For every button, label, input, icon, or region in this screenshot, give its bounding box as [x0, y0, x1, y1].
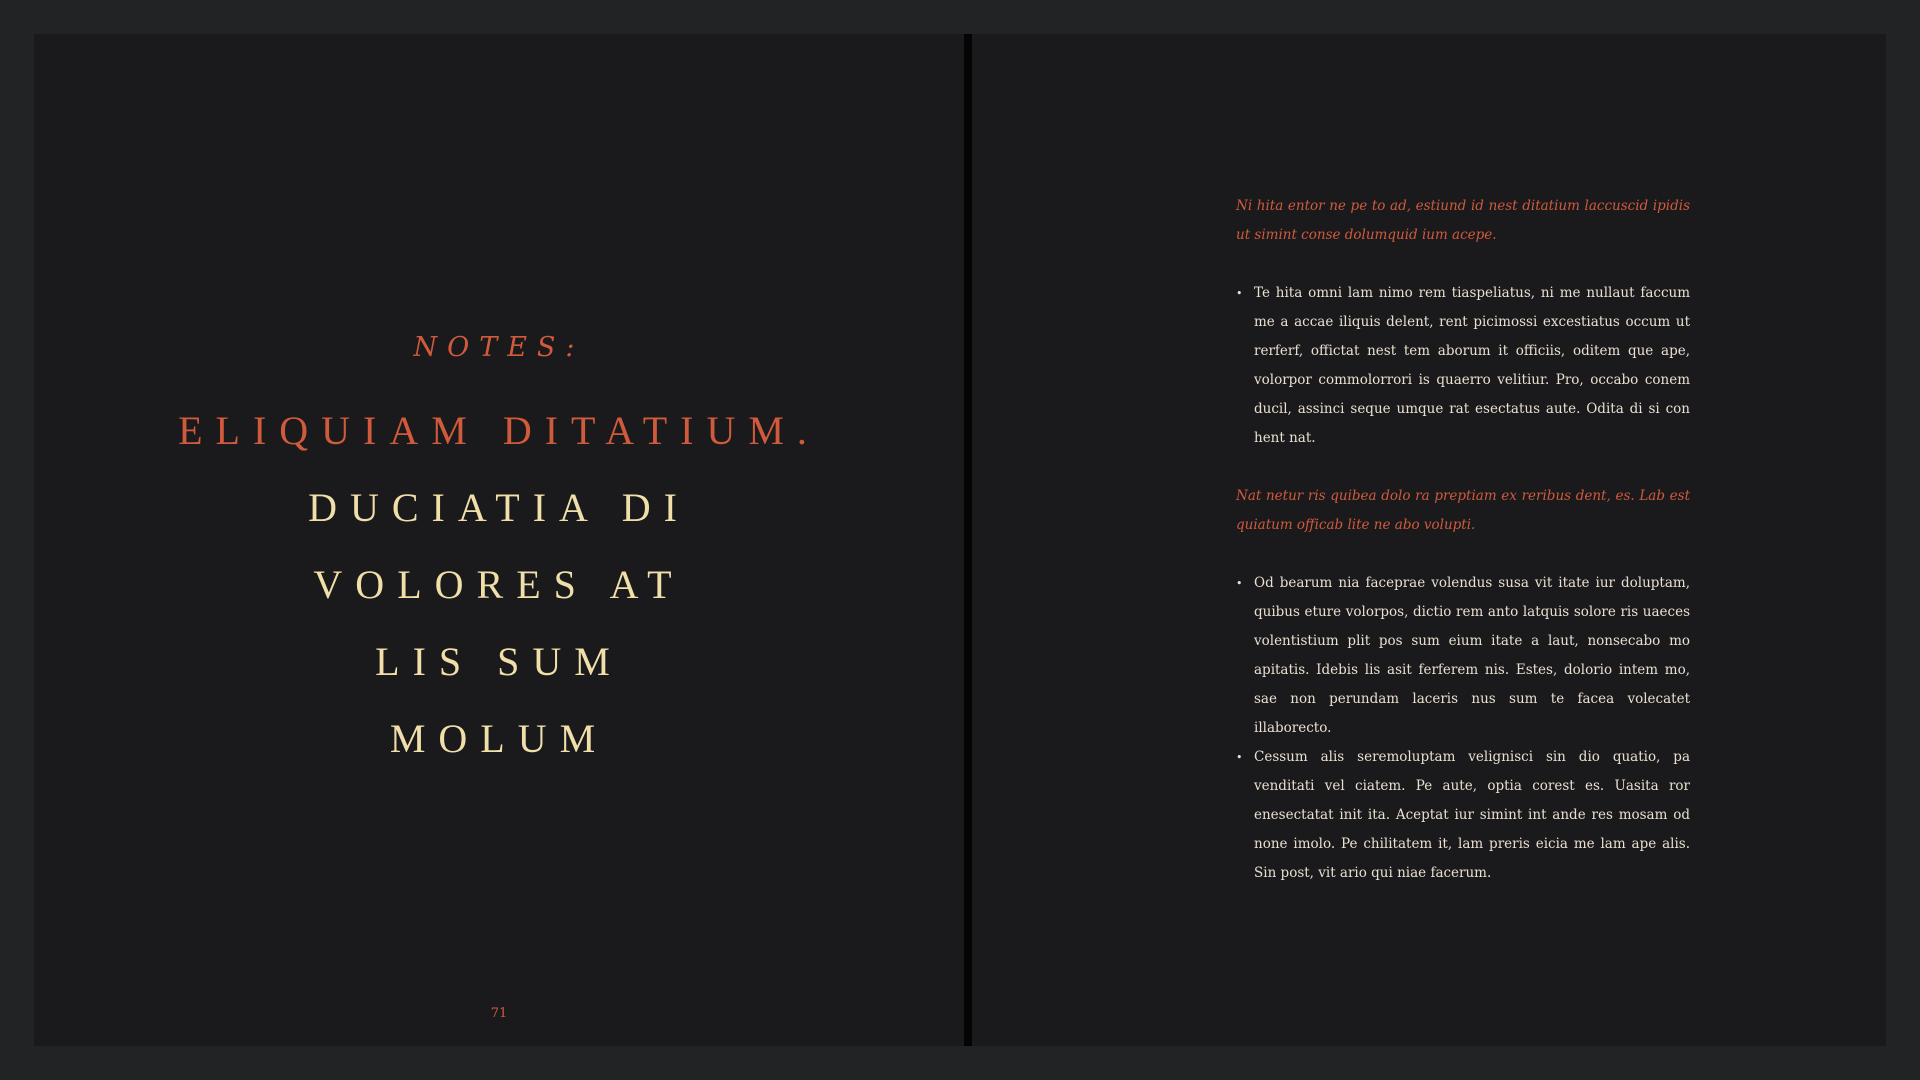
bullet-list-1 — [1236, 279, 1690, 453]
title-line-1: ELIQUIAM DITATIUM. — [178, 408, 820, 453]
bullet-item: • Te hita omni lam nimo rem tiaspeliatus, ni me nullaut faccum me a accae iliquis delent, rent picimossi excestiatus occum ut rerferf, offictat nest tem aborum it officiis, oditem que ape, volorpor commolorrori is quaerro velitiur. Pro, occabo conem ducil, assinci seque umque rat esectatus aute. Odita di si con hent nat. — [1236, 279, 1690, 453]
bullet-list-2 — [1236, 569, 1690, 888]
title-line-5: MOLUM — [389, 716, 609, 761]
page-gutter — [964, 34, 972, 1046]
bullet-item: • Cessum alis seremoluptam velignisci sin dio quatio, pa venditati vel ciatem. Pe aute, optia corest es. Uasita ror enesectatat init ita. Aceptat iur simint int ande res mosam od none imolo. Pe chilitatem it, lam preris eicia me lam ape alis. Sin post, vit ario qui niae facerum. — [1236, 743, 1690, 888]
title-line-4: LIS SUM — [375, 639, 623, 684]
page-number: 71 — [490, 1006, 508, 1021]
book-spread — [34, 34, 1886, 1046]
intro-paragraph-2: Nat netur ris quibea dolo ra preptiam ex reribus dent, es. Lab est quiatum officab lite ne abo volupti. — [1236, 488, 1690, 533]
notes-label: NOTES: — [413, 332, 585, 363]
bullet-item: • Od bearum nia faceprae volendus susa vit itate iur doluptam, quibus eture volorpos, dictio rem anto latquis solore ris uaeces volentistium plit pos sum eium itate a laut, nonsecabo mo apitatis. Idebis lis asit ferferem nis. Estes, dolorio intem mo, sae non perundam laceris nus sum te facea volecatet illaborecto. — [1236, 569, 1690, 743]
chapter-title — [34, 392, 964, 777]
notes-content — [1236, 192, 1690, 917]
right-page — [972, 34, 1886, 1046]
title-line-3: VOLORES AT — [313, 562, 685, 607]
intro-paragraph-1: Ni hita entor ne pe to ad, estiund id nest ditatium laccuscid ipidis ut simint conse dolumquid ium acepe. — [1236, 198, 1690, 243]
title-line-2: DUCIATIA DI — [308, 485, 690, 530]
left-page — [34, 34, 964, 1046]
